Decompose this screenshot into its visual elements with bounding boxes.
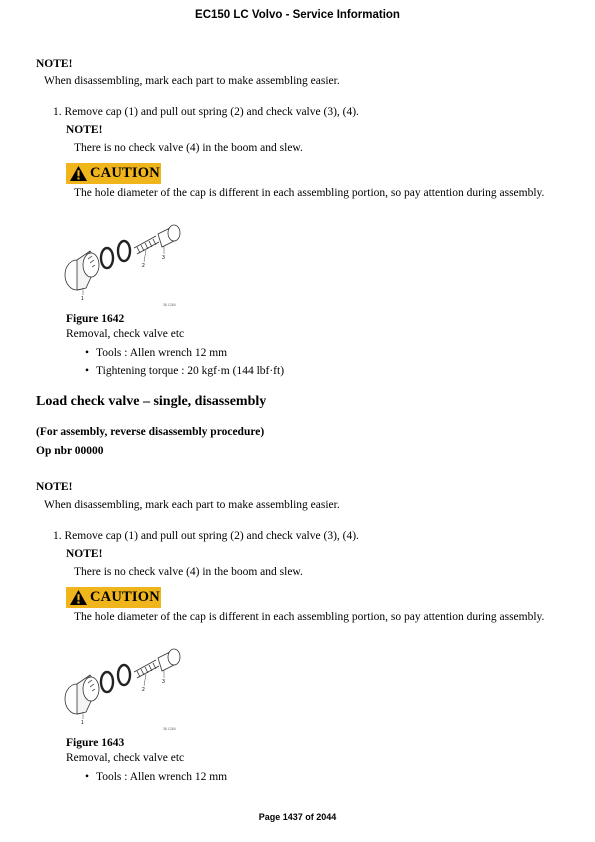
callout-3: 3 xyxy=(162,255,165,261)
callout-1: 1 xyxy=(81,720,84,726)
inner-note-text: There is no check valve (4) in the boom and slew. xyxy=(74,566,303,578)
valve-part xyxy=(158,649,180,671)
caution-label: CAUTION xyxy=(90,589,160,605)
caution-label: CAUTION xyxy=(90,165,160,181)
cap-part xyxy=(65,675,99,714)
o-ring xyxy=(101,672,113,692)
cap-part xyxy=(65,251,99,290)
o-ring xyxy=(101,248,113,268)
inner-note-text: There is no check valve (4) in the boom and slew. xyxy=(74,142,303,154)
figure-label: Figure 1643 xyxy=(66,737,125,749)
figure-image xyxy=(60,642,190,734)
note-label: NOTE! xyxy=(36,58,73,70)
bullet-item: • Tightening torque : 20 kgf·m (144 lbf·ft) xyxy=(96,365,284,377)
step-1: 1. Remove cap (1) and pull out spring (2) and check valve (3), (4). xyxy=(53,106,359,118)
inner-note-label: NOTE! xyxy=(66,124,103,136)
callout-1: 1 xyxy=(81,296,84,302)
callout-3: 3 xyxy=(162,679,165,685)
figure-code: 36 1284 xyxy=(163,303,176,307)
op-number: Op nbr 00000 xyxy=(36,445,104,457)
figure-caption: Removal, check valve etc xyxy=(66,752,185,764)
callout-2: 2 xyxy=(142,687,145,693)
note-text: When disassembling, mark each part to make assembling easier. xyxy=(44,499,340,511)
bullet-item: • Tools : Allen wrench 12 mm xyxy=(96,771,227,783)
inner-note-label: NOTE! xyxy=(66,548,103,560)
caution-text: The hole diameter of the cap is different in each assembling portion, so pay attention during assembly. xyxy=(74,187,545,199)
note-text: When disassembling, mark each part to make assembling easier. xyxy=(44,75,340,87)
figure-label: Figure 1642 xyxy=(66,313,125,325)
page-header: EC150 LC Volvo - Service Information xyxy=(195,9,400,21)
figure-caption: Removal, check valve etc xyxy=(66,328,185,340)
step-1: 1. Remove cap (1) and pull out spring (2) and check valve (3), (4). xyxy=(53,530,359,542)
note-label: NOTE! xyxy=(36,481,73,493)
valve-part xyxy=(158,225,180,247)
caution-banner xyxy=(66,163,161,184)
warning-triangle-icon xyxy=(69,589,88,606)
figure-image xyxy=(60,218,190,310)
caution-text: The hole diameter of the cap is different in each assembling portion, so pay attention during assembly. xyxy=(74,611,545,623)
bullet-item: • Tools : Allen wrench 12 mm xyxy=(96,347,227,359)
callout-2: 2 xyxy=(142,263,145,269)
warning-triangle-icon xyxy=(69,165,88,182)
figure-code: 36 1284 xyxy=(163,727,176,731)
spring-part xyxy=(134,660,159,678)
section-subheading: (For assembly, reverse disassembly procedure) xyxy=(36,426,265,438)
spring-part xyxy=(134,236,159,254)
section-heading: Load check valve – single, disassembly xyxy=(36,394,267,409)
page-footer: Page 1437 of 2044 xyxy=(258,812,337,822)
caution-banner xyxy=(66,587,161,608)
